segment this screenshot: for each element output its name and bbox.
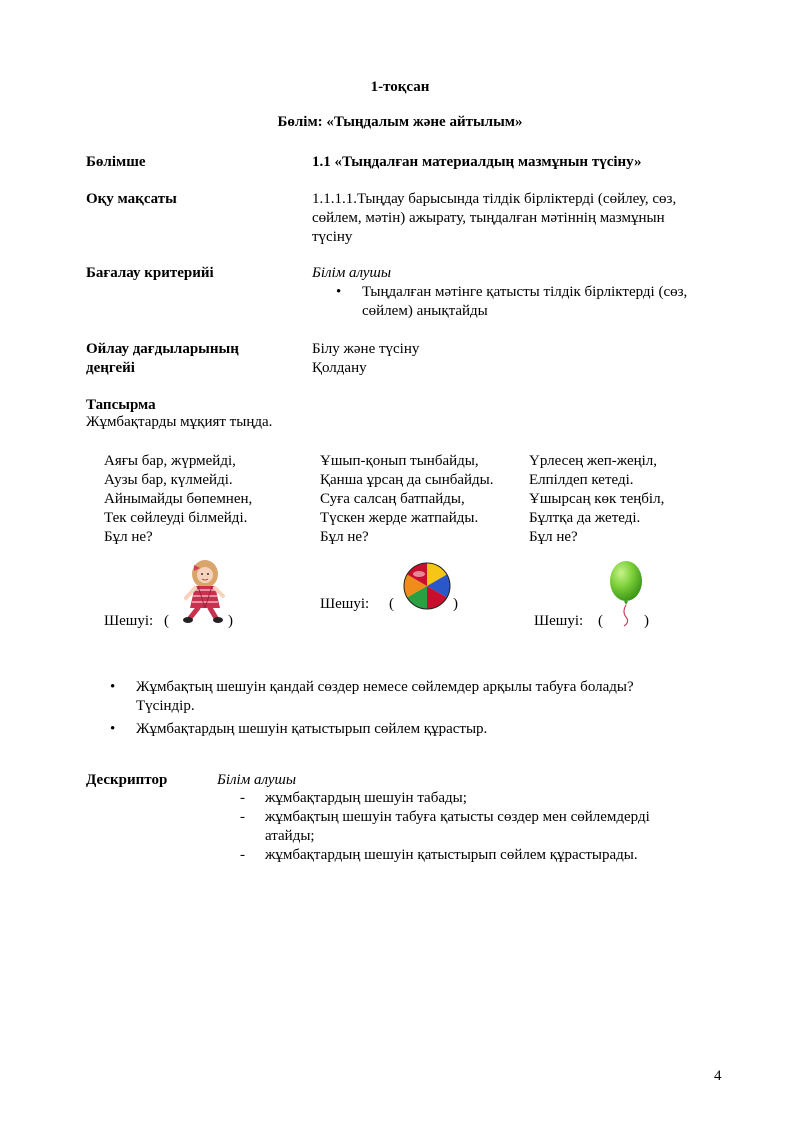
descriptor-intro: Білім алушы <box>217 772 297 788</box>
subsection-value: 1.1 «Тыңдалған материалдың мазмұнын түсіну» <box>312 154 642 170</box>
task-title: Тапсырма <box>86 397 156 413</box>
descriptor-list <box>239 789 719 865</box>
thinking-values: Білу және түсіну Қолдану <box>312 341 420 376</box>
descriptor-label: Дескриптор <box>86 772 168 788</box>
answer-2-open-paren: ( <box>389 596 394 612</box>
questions-list <box>110 678 710 739</box>
answer-1: Шешуі: <box>104 613 154 629</box>
bullet-icon: • <box>336 284 342 300</box>
criteria-bullet: • Тыңдалған мәтінге қатысты тілдік бірліктерді (сөз, сөйлем) анықтайды <box>336 284 688 319</box>
answer-2: Шешуі: <box>320 596 370 612</box>
riddle-1: Аяғы бар, жүрмейді, Аузы бар, күлмейді. Айнымайды бөпемнен, Тек сөйлеуді білмейді. Бұл не? <box>104 453 253 545</box>
objective-label: Оқу мақсаты <box>86 191 177 207</box>
list-item: - жұмбақтардың шешуін қатыстырып сөйлем құрастырады. <box>239 846 719 865</box>
term-heading: 1-тоқсан <box>370 79 430 95</box>
answer-3-close-paren: ) <box>644 613 649 629</box>
objective-value: 1.1.1.1.Тыңдау барысында тілдік бірліктерді (сөйлеу, сөз, сөйлем, мәтін) ажырату, тыңдалған мәтіннің мазмұнын түсіну <box>312 191 677 245</box>
riddle-2: Ұшып-қонып тынбайды, Қанша ұрсаң да сынбайды. Суға салсаң батпайды, Түскен жерде жатпайды. Бұл не? <box>320 453 494 545</box>
riddle-3: Үрлесең жеп-жеңіл, Елпілдеп кетеді. Ұшырсаң көк теңбіл, Бұлтқа да жетеді. Бұл не? <box>529 453 665 545</box>
list-item: • Жұмбақтың шешуін қандай сөздер немесе сөйлемдер арқылы табуға болады? Түсіндір. <box>110 678 710 716</box>
answer-2-close-paren: ) <box>453 596 458 612</box>
criteria-intro: Білім алушы <box>312 265 392 281</box>
page-number: 4 <box>714 1068 722 1084</box>
ball-icon <box>402 561 452 611</box>
criteria-label: Бағалау критерийі <box>86 265 214 281</box>
list-item: • Жұмбақтардың шешуін қатыстырып сөйлем құрастыр. <box>110 720 710 739</box>
task-instruction: Жұмбақтарды мұқият тыңда. <box>86 414 273 430</box>
subsection-label: Бөлімше <box>86 154 146 170</box>
list-item: - жұмбақтардың шешуін табады; <box>239 789 719 808</box>
doll-icon <box>180 558 228 626</box>
section-heading: Бөлім: «Тыңдалым және айтылым» <box>277 114 523 130</box>
answer-1-open-paren: ( <box>164 613 169 629</box>
answer-1-close-paren: ) <box>228 613 233 629</box>
answer-3: Шешуі: <box>534 613 584 629</box>
list-item: - жұмбақтың шешуін табуға қатысты сөздер мен сөйлемдерді атайды; <box>239 808 719 846</box>
answer-3-open-paren: ( <box>598 613 603 629</box>
thinking-label: Ойлау дағдыларының деңгейі <box>86 341 239 376</box>
balloon-icon <box>606 560 646 628</box>
